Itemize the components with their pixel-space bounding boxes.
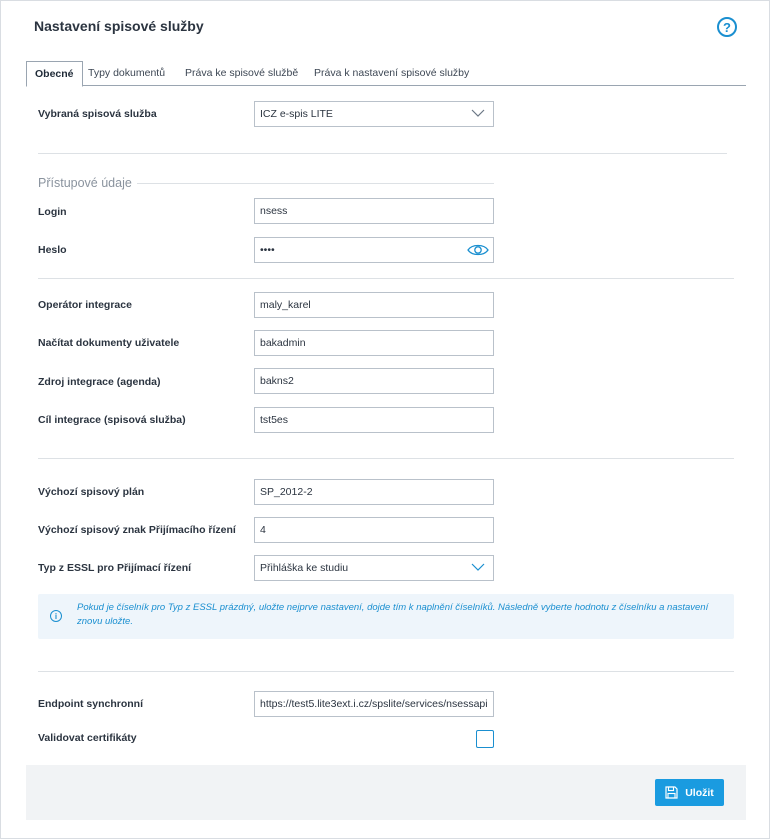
divider (38, 153, 727, 154)
chevron-down-icon (471, 563, 485, 571)
validate-label: Validovat certifikáty (38, 732, 137, 744)
tab-document-types[interactable]: Typy dokumentů (88, 67, 166, 79)
target-input[interactable]: tst5es (254, 407, 494, 433)
endpoint-input[interactable]: https://test5.lite3ext.i.cz/spslite/services/nsessapi (254, 691, 494, 717)
info-box (38, 594, 734, 639)
service-select-value: ICZ e-spis LITE (260, 108, 333, 120)
access-section-title: Přístupové údaje (38, 176, 132, 190)
login-label: Login (38, 206, 67, 218)
info-text: Pokud je číselník pro Typ z ESSL prázdný, uložte nejprve nastavení, dojde tím k naplnění číselníků. Následně vyberte hodnotu z číselníku a nastavení znovu uložte. (77, 602, 709, 627)
tab-service-rights[interactable]: Práva ke spisové službě (185, 67, 299, 79)
help-icon[interactable]: ? (717, 17, 737, 37)
endpoint-label: Endpoint synchronní (38, 698, 143, 710)
save-button-label: Uložit (685, 786, 714, 799)
password-input[interactable] (254, 237, 494, 263)
login-input[interactable]: nsess (254, 198, 494, 224)
mark-input[interactable]: 4 (254, 517, 494, 543)
eye-icon[interactable] (467, 243, 489, 257)
service-select[interactable] (254, 101, 494, 127)
save-button[interactable] (655, 779, 724, 806)
password-label: Heslo (38, 244, 67, 256)
essl-type-label: Typ z ESSL pro Přijímací řízení (38, 562, 192, 574)
divider (38, 278, 734, 279)
validate-checkbox[interactable] (476, 730, 494, 748)
essl-type-value: Přihláška ke studiu (260, 562, 349, 574)
tab-settings-rights[interactable]: Práva k nastavení spisové služby (314, 67, 470, 79)
load-docs-label: Načítat dokumenty uživatele (38, 337, 180, 349)
source-label: Zdroj integrace (agenda) (38, 376, 161, 388)
service-label: Vybraná spisová služba (38, 108, 157, 120)
mark-label: Výchozí spisový znak Přijímacího řízení (38, 524, 236, 536)
operator-label: Operátor integrace (38, 299, 132, 311)
info-icon: i (50, 610, 62, 622)
source-input[interactable]: bakns2 (254, 368, 494, 394)
footer-bar (26, 765, 746, 820)
target-label: Cíl integrace (spisová služba) (38, 414, 186, 426)
section-title-line (137, 183, 494, 184)
save-icon (665, 786, 678, 799)
tab-general[interactable]: Obecné (26, 61, 83, 87)
divider (38, 458, 734, 459)
divider (38, 671, 734, 672)
plan-input[interactable]: SP_2012-2 (254, 479, 494, 505)
password-value: •••• (260, 244, 275, 256)
tab-bar (26, 61, 746, 86)
operator-input[interactable]: maly_karel (254, 292, 494, 318)
essl-type-select[interactable] (254, 555, 494, 581)
page-title: Nastavení spisové služby (34, 18, 204, 34)
plan-label: Výchozí spisový plán (38, 486, 145, 498)
load-docs-input[interactable]: bakadmin (254, 330, 494, 356)
chevron-down-icon (471, 109, 485, 117)
